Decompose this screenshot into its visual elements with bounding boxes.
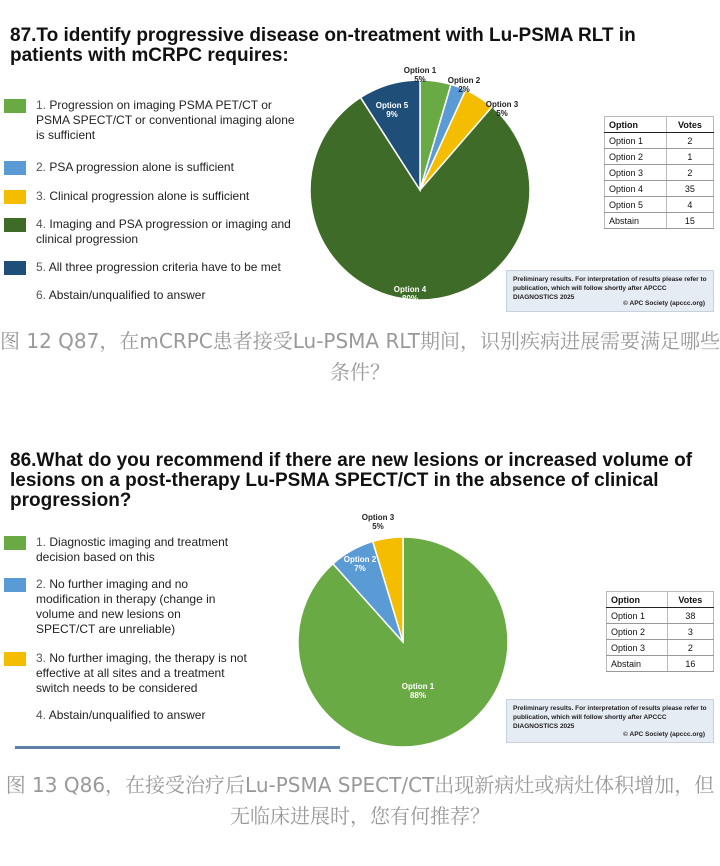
legend-text: Diagnostic imaging and treatment decision based on this bbox=[36, 535, 229, 564]
table-row bbox=[607, 608, 714, 624]
table-cell: 38 bbox=[667, 608, 713, 624]
table-cell: Option 1 bbox=[605, 133, 667, 149]
table-cell: Abstain bbox=[605, 213, 667, 229]
legend-swatch bbox=[4, 652, 26, 666]
slice-label: Option 2 bbox=[343, 555, 377, 564]
legend-number: 6. bbox=[36, 288, 47, 302]
disclaimer-text: Preliminary results. For interpretation of results please refer to publication, which will follow shortly after APCCC DIAGNOSTICS 2025 bbox=[513, 276, 707, 301]
column-header: Votes bbox=[666, 117, 713, 133]
slice-label: Option 3 bbox=[361, 513, 395, 522]
legend-text: Abstain/unqualified to answer bbox=[48, 708, 206, 722]
votes-table bbox=[604, 116, 714, 229]
legend-number: 4. bbox=[36, 708, 47, 722]
table-row bbox=[605, 197, 714, 213]
table-cell: Option 3 bbox=[605, 165, 667, 181]
slice-percent-label: 9% bbox=[386, 110, 398, 119]
legend-item bbox=[4, 98, 304, 143]
table-cell: 15 bbox=[666, 213, 713, 229]
legend-item bbox=[4, 577, 236, 637]
figure-q86 bbox=[0, 445, 720, 750]
legend-item bbox=[4, 535, 236, 565]
slice-label: Option 1 bbox=[403, 66, 437, 75]
table-cell: 16 bbox=[667, 656, 713, 672]
table-row bbox=[605, 213, 714, 229]
legend-number: 1. bbox=[36, 98, 47, 112]
figure-caption: 图 12 Q87，在mCRPC患者接受Lu-PSMA RLT期间，识别疾病进展需要满足哪些条件？ bbox=[0, 329, 720, 384]
legend-text: Clinical progression alone is sufficient bbox=[49, 189, 250, 203]
legend-swatch bbox=[4, 261, 26, 275]
legend-number: 3. bbox=[36, 189, 47, 203]
column-header: Option bbox=[607, 592, 668, 608]
table-row bbox=[605, 181, 714, 197]
legend-number: 2. bbox=[36, 160, 47, 174]
table-cell: 4 bbox=[666, 197, 713, 213]
table-cell: Option 1 bbox=[607, 608, 668, 624]
slice-percent-label: 88% bbox=[409, 691, 427, 700]
table-row bbox=[605, 133, 714, 149]
table-row bbox=[605, 165, 714, 181]
figure-caption: 图 13 Q86，在接受治疗后Lu-PSMA SPECT/CT出现新病灶或病灶体积增加，但无临床进展时，您有何推荐？ bbox=[5, 773, 715, 828]
legend-item bbox=[4, 160, 234, 175]
legend-text: Abstain/unqualified to answer bbox=[48, 288, 206, 302]
table-cell: 2 bbox=[666, 133, 713, 149]
table-cell: 2 bbox=[667, 640, 713, 656]
table-cell: Option 2 bbox=[605, 149, 667, 165]
legend-number: 2. bbox=[36, 577, 47, 591]
slice-percent-label: 80% bbox=[401, 294, 419, 303]
legend-item bbox=[4, 708, 205, 723]
legend-swatch bbox=[4, 161, 26, 175]
slice-label: Option 4 bbox=[393, 285, 427, 294]
table-cell: 35 bbox=[666, 181, 713, 197]
legend-text: Imaging and PSA progression or imaging and clinical progression bbox=[36, 217, 291, 246]
disclaimer-note bbox=[506, 699, 714, 743]
pie-chart bbox=[288, 513, 518, 757]
slice-percent-label: 5% bbox=[372, 522, 384, 531]
table-cell: Option 5 bbox=[605, 197, 667, 213]
legend-swatch-empty bbox=[4, 709, 26, 723]
copyright-text: © APC Society (apccc.org) bbox=[623, 300, 705, 307]
disclaimer-note bbox=[506, 270, 714, 312]
slice-label: Option 2 bbox=[447, 76, 481, 85]
column-header: Option bbox=[605, 117, 667, 133]
copyright-text: © APC Society (apccc.org) bbox=[623, 731, 705, 738]
legend-number: 5. bbox=[36, 260, 47, 274]
legend-text: No further imaging, the therapy is not effective at all sites and a treatment switch needs to be considered bbox=[36, 651, 247, 695]
slice-label: Option 5 bbox=[375, 101, 409, 110]
table-cell: Option 2 bbox=[607, 624, 668, 640]
slice-percent-label: 2% bbox=[458, 85, 470, 94]
legend-text: All three progression criteria have to be met bbox=[48, 260, 281, 274]
legend-text: PSA progression alone is sufficient bbox=[49, 160, 234, 174]
legend-swatch bbox=[4, 578, 26, 592]
legend-item bbox=[4, 189, 249, 204]
column-header: Votes bbox=[667, 592, 713, 608]
legend-item bbox=[4, 651, 251, 696]
table-cell: 2 bbox=[666, 165, 713, 181]
legend-swatch-empty bbox=[4, 289, 26, 303]
legend-number: 3. bbox=[36, 651, 47, 665]
slice-percent-label: 5% bbox=[414, 75, 426, 84]
legend-swatch bbox=[4, 99, 26, 113]
legend-item bbox=[4, 260, 281, 275]
slice-label: Option 1 bbox=[401, 682, 435, 691]
question-title: 86.What do you recommend if there are new lesions or increased volume of lesions on a post-therapy Lu-PSMA SPECT/CT in the absence of clinical progression? bbox=[10, 450, 693, 511]
legend-item bbox=[4, 217, 304, 247]
legend-swatch bbox=[4, 190, 26, 204]
legend-number: 4. bbox=[36, 217, 47, 231]
table-row bbox=[605, 149, 714, 165]
legend-text: No further imaging and no modification in therapy (change in volume and new lesions on SPECT/CT are unreliable) bbox=[36, 577, 216, 636]
table-cell: 1 bbox=[666, 149, 713, 165]
slice-percent-label: 7% bbox=[354, 564, 366, 573]
legend-text: Progression on imaging PSMA PET/CT or PSMA SPECT/CT or conventional imaging alone is sufficient bbox=[36, 98, 295, 142]
legend-item bbox=[4, 288, 205, 303]
legend-swatch bbox=[4, 218, 26, 232]
slice-percent-label: 5% bbox=[496, 109, 508, 118]
disclaimer-text: Preliminary results. For interpretation of results please refer to publication, which will follow shortly after APCCC DIAGNOSTICS 2025 bbox=[513, 705, 707, 730]
legend-number: 1. bbox=[36, 535, 47, 549]
question-title: 87.To identify progressive disease on-treatment with Lu-PSMA RLT in patients with mCRPC requires: bbox=[10, 25, 636, 66]
table-cell: Option 3 bbox=[607, 640, 668, 656]
legend-swatch bbox=[4, 536, 26, 550]
pie-chart bbox=[300, 66, 540, 310]
table-cell: Abstain bbox=[607, 656, 668, 672]
table-row bbox=[607, 624, 714, 640]
table-cell: 3 bbox=[667, 624, 713, 640]
table-row bbox=[607, 656, 714, 672]
divider bbox=[15, 746, 340, 749]
table-row bbox=[607, 640, 714, 656]
figure-q87 bbox=[0, 20, 720, 320]
table-cell: Option 4 bbox=[605, 181, 667, 197]
slice-label: Option 3 bbox=[485, 100, 519, 109]
votes-table bbox=[606, 591, 714, 672]
